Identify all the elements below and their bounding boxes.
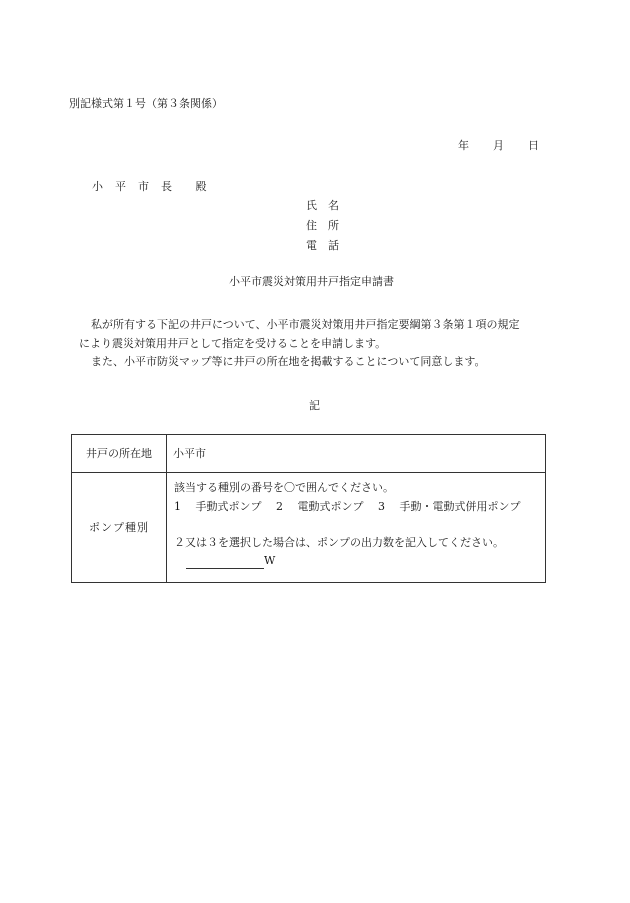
applicant-name-label: 氏 名 [306, 199, 339, 212]
date-month: 月 [493, 139, 504, 152]
pump-options: 1 手動式ポンプ 2 電動式ポンプ 3 手動・電動式併用ポンプ [174, 499, 521, 513]
well-location-label: 井戸の所在地 [72, 435, 167, 473]
pump-type-label: ポンプ種別 [72, 473, 167, 583]
table-row [72, 435, 546, 473]
date-year: 年 [458, 139, 469, 152]
applicant-address-label: 住 所 [306, 219, 339, 232]
pump-output-note: ２又は３を選択した場合は、ポンプの出力数を記入してください。 [174, 536, 504, 549]
body-line-2: により震災対策用井戸として指定を受けることを申請します。 [79, 336, 387, 350]
date-day: 日 [528, 139, 539, 152]
well-info-table [71, 434, 546, 583]
well-location-cell [167, 435, 546, 473]
form-number: 別記様式第１号（第３条関係） [69, 97, 223, 110]
pump-type-cell [167, 473, 546, 583]
pump-output-line [174, 553, 538, 569]
output-blank-field[interactable] [186, 556, 264, 569]
output-unit: W [264, 553, 276, 567]
ki-heading: 記 [309, 399, 320, 412]
body-paragraph [71, 316, 561, 372]
applicant-phone-label: 電 話 [306, 239, 339, 252]
table-row [72, 473, 546, 583]
document-title: 小平市震災対策用井戸指定申請書 [229, 275, 394, 288]
body-line-1: 私が所有する下記の井戸について、小平市震災対策用井戸指定要綱第３条第１項の規定 [91, 318, 520, 331]
addressee: 小 平 市 長 殿 [92, 180, 207, 193]
body-line-3: また、小平市防災マップ等に井戸の所在地を掲載することについて同意します。 [91, 355, 486, 368]
well-location-value: 小平市 [173, 447, 206, 460]
pump-instruction: 該当する種別の番号を〇で囲んでください。 [174, 481, 394, 494]
